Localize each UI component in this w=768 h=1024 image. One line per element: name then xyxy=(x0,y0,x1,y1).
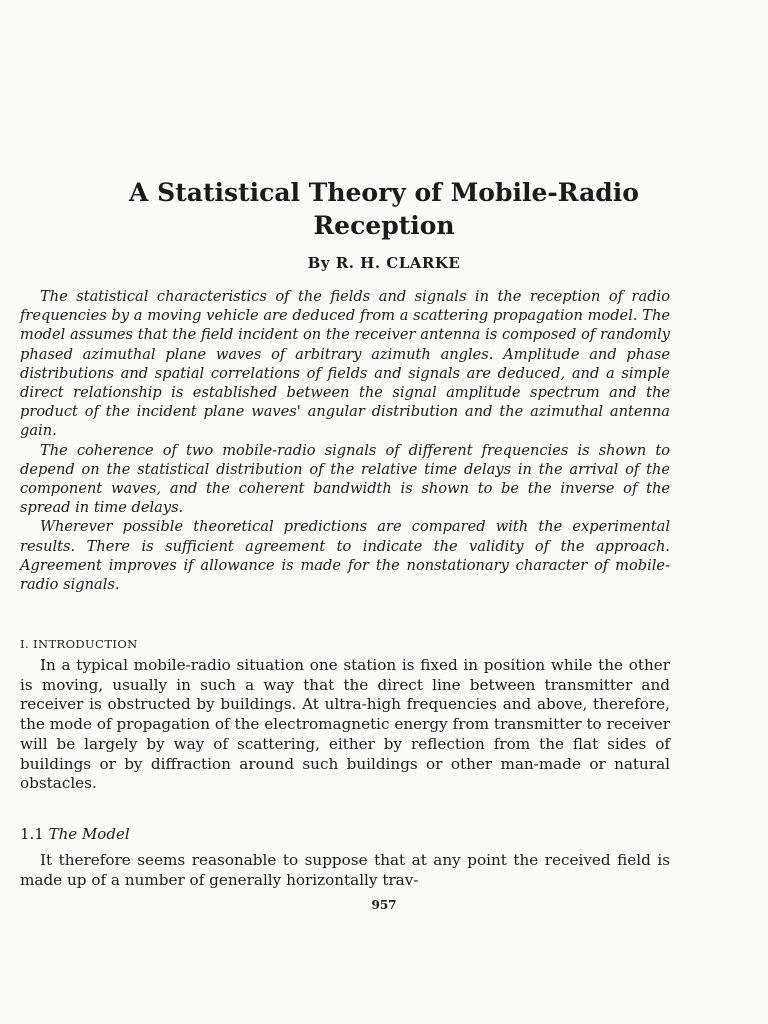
title-line-1: A Statistical Theory of Mobile-Radio xyxy=(129,178,639,207)
abstract-paragraph-1: The statistical characteristics of the fields and signals in the reception of radio frequencies by a moving vehicle are deduced from a scattering propagation model. The model assumes that the field incident on the receiver antenna is composed of randomly phased azimuthal plane waves of arbitrary azimuth angles. Amplitude and phase distributions and spatial correlations of fields and signals are deduced, and a simple direct relationship is established between the signal amplitude spectrum and the product of the incident plane waves' angular distribution and the azimuthal antenna gain. xyxy=(20,288,670,440)
introduction-body xyxy=(20,656,670,794)
abstract-paragraph-3: Wherever possible theoretical predictions are compared with the experimental results. There is sufficient agreement to indicate the validity of the approach. Agreement improves if allowance is made for the nonstationary character of mobile-radio signals. xyxy=(20,518,670,594)
section-heading: I. INTRODUCTION xyxy=(20,637,138,651)
abstract xyxy=(20,287,670,594)
intro-paragraph: In a typical mobile-radio situation one station is fixed in position while the other is moving, usually in such a way that the direct line between transmitter and receiver is obstructed by buildings. At ultra-high frequencies and above, therefore, the mode of propagation of the electromagnetic energy from transmitter to receiver will be largely by way of scattering, either by reflection from the flat sides of buildings or by diffraction around such buildings or other man-made or natural obstacles. xyxy=(20,656,670,793)
page-number: 957 xyxy=(371,898,397,912)
model-paragraph: It therefore seems reasonable to suppose that at any point the received field is made up of a number of generally horizontally trav- xyxy=(20,851,670,889)
author-byline: By R. H. CLARKE xyxy=(307,254,461,272)
title-line-2: Reception xyxy=(313,211,455,240)
paper-title xyxy=(40,176,728,242)
abstract-paragraph-2: The coherence of two mobile-radio signals of different frequencies is shown to depend on the statistical distribution of the relative time delays in the arrival of the component waves, and the coherent bandwidth is shown to be the inverse of the spread in time delays. xyxy=(20,441,670,517)
subsection-number: 1.1 xyxy=(20,825,44,843)
model-body xyxy=(20,851,670,890)
subsection-title: The Model xyxy=(48,825,130,843)
subsection-heading xyxy=(20,825,130,843)
